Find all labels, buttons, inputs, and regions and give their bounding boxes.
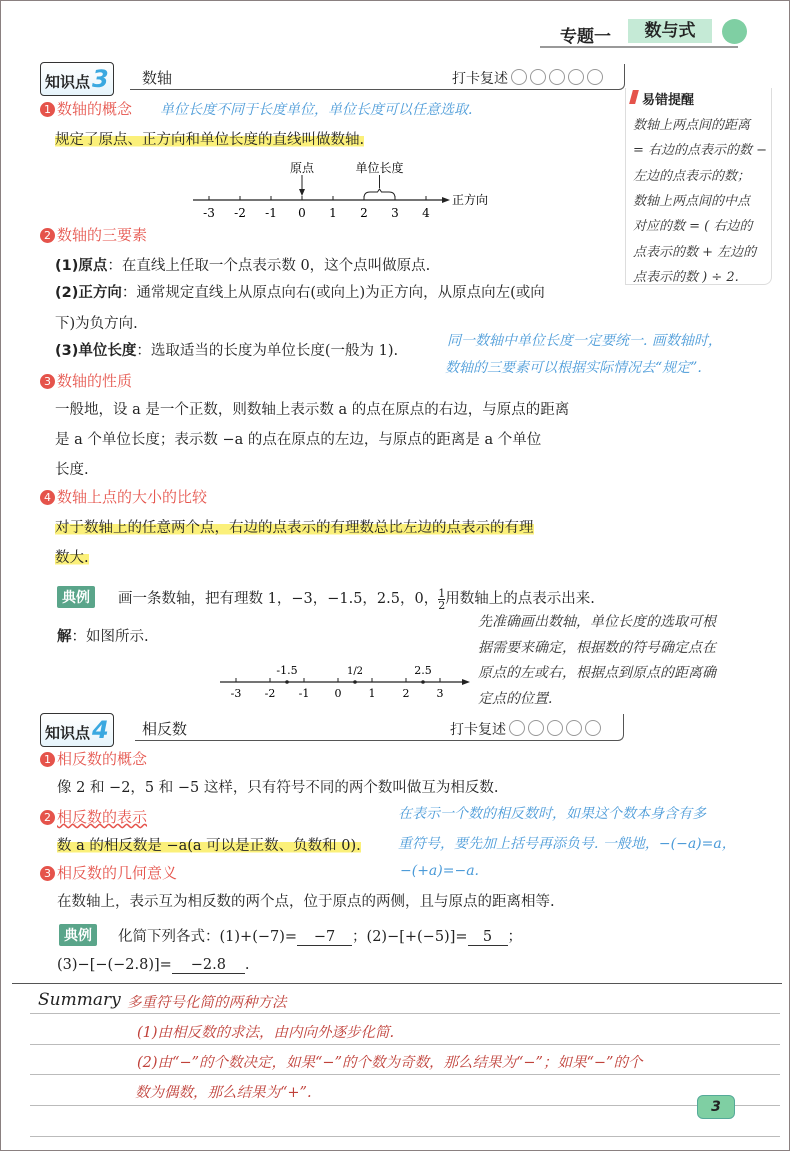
point-mark <box>353 680 357 684</box>
tip-line: 点表示的数 + 左边的 <box>633 244 757 260</box>
tick-label: 0 <box>298 206 306 220</box>
paragraph: 一般地，设 a 是一个正数，则数轴上表示数 a 的点在原点的右边，与原点的距离 <box>55 402 570 418</box>
header-rule <box>540 46 738 48</box>
point-mark <box>285 680 289 684</box>
tick-label: 3 <box>391 206 399 220</box>
tip-line: = 右边的点表示的数 − <box>633 143 768 159</box>
tip-line: 数轴上两点间的中点 <box>633 193 751 209</box>
highlighted-paragraph: 对于数轴上的任意两个点，右边的点表示的有理数总比左边的点表示的有理 <box>55 520 534 536</box>
handwritten-note: 同一数轴中单位长度一定要统一. 画数轴时， <box>447 333 722 349</box>
heading-2: 数轴的三要素 <box>57 226 148 244</box>
knowledge-point-badge: 知识点4 <box>40 713 114 747</box>
number-badge: 3 <box>40 866 55 881</box>
paragraph: 在数轴上，表示互为相反数的两个点，位于原点的两侧，且与原点的距离相等. <box>57 894 555 910</box>
element-origin: (1)原点：在直线上任取一个点表示数 0，这个点叫做原点. <box>55 258 431 274</box>
element-direction-cont: 下)为负方向. <box>55 316 138 332</box>
section-title: 相反数 <box>142 720 188 738</box>
number-badge: 1 <box>40 102 55 117</box>
tick-label: -3 <box>230 687 242 700</box>
review-checkin: 打卡复述 <box>452 68 603 88</box>
origin-arrow-head <box>299 189 305 196</box>
tick-label: -2 <box>234 206 246 220</box>
tick-label: 3 <box>436 687 444 700</box>
summary-line: (1)由相反数的求法，由内向外逐步化简. <box>137 1025 395 1041</box>
paragraph: 长度. <box>55 462 89 478</box>
tick-label: -3 <box>203 206 215 220</box>
handwritten-note: 单位长度不同于长度单位，单位长度可以任意选取. <box>160 102 473 118</box>
green-dot-icon <box>722 19 747 44</box>
point-mark <box>421 680 425 684</box>
topic-badge: 数与式 <box>628 19 712 43</box>
ruled-line <box>30 1074 780 1075</box>
example-badge: 典例 <box>59 924 97 946</box>
answer-blank[interactable]: −2.8 <box>172 957 245 974</box>
point-label: -1.5 <box>276 664 298 677</box>
heading-3: 相反数的几何意义 <box>57 864 178 882</box>
review-circles[interactable] <box>506 722 601 738</box>
handwritten-note: 在表示一个数的相反数时，如果这个数本身含有多 <box>398 806 706 822</box>
tip-line: 左边的点表示的数； <box>633 168 751 184</box>
heading-3: 数轴的性质 <box>57 372 133 390</box>
heading-2: 相反数的表示 <box>57 808 148 826</box>
solution-number-line <box>210 648 475 703</box>
page-number: 3 <box>697 1095 735 1119</box>
heading-1: 1 数轴的概念 <box>40 98 132 119</box>
tip-title: 易错提醒 <box>642 93 695 108</box>
unit-label: 单位长度 <box>355 161 404 175</box>
summary-line: (2)由“−”的个数决定，如果“−”的个数为奇数，那么结果为“−”；如果“−”的个 <box>137 1055 643 1071</box>
answer-blank[interactable]: −7 <box>297 929 352 946</box>
ruled-line <box>30 1105 780 1106</box>
handwritten-note: 先准确画出数轴，单位长度的选取可根 <box>478 614 716 630</box>
tick-label: 1 <box>368 687 376 700</box>
highlighted-paragraph: 数大. <box>55 550 89 566</box>
element-direction: (2)正方向：通常规定直线上从原点向右(或向上)为正方向，从原点向左(或向 <box>55 285 545 301</box>
example-question: (3)−[−(−2.8)]= −2.8 . <box>57 957 250 973</box>
ruled-line <box>30 1136 780 1137</box>
axis-arrow <box>462 679 470 685</box>
heading-1: 相反数的概念 <box>57 750 148 768</box>
heading-4: 数轴上点的大小的比较 <box>57 488 208 506</box>
example-question: 化简下列各式：(1)+(−7)= −7 ；(2)−[+(−5)]= 5 ； <box>118 929 523 945</box>
review-circles[interactable] <box>508 71 603 87</box>
number-line-diagram <box>180 155 530 225</box>
definition: 规定了原点、正方向和单位长度的直线叫做数轴. <box>55 132 365 148</box>
handwritten-note: 数轴的三要素可以根据实际情况去“规定”. <box>445 360 702 376</box>
answer-blank[interactable]: 5 <box>468 929 508 946</box>
tip-line: 对应的数 = ( 右边的 <box>633 219 753 235</box>
tick-label: 4 <box>422 206 430 220</box>
tip-line: 点表示的数 ) ÷ 2. <box>633 269 739 285</box>
handwritten-note: −(+a)=−a. <box>400 863 479 879</box>
summary-label: Summary <box>38 990 121 1010</box>
handwritten-note: 定点的位置. <box>478 691 553 707</box>
tick-label: -1 <box>298 687 310 700</box>
point-label: 1/2 <box>346 666 364 677</box>
tick-label: -1 <box>265 206 277 220</box>
paragraph: 是 a 个单位长度；表示数 −a 的点在原点的左边，与原点的距离是 a 个单位 <box>55 432 542 448</box>
number-badge: 2 <box>40 228 55 243</box>
review-checkin: 打卡复述 <box>450 719 601 739</box>
paragraph: 像 2 和 −2，5 和 −5 这样，只有符号不同的两个数叫做互为相反数. <box>57 780 499 796</box>
number-badge: 1 <box>40 752 55 767</box>
number-badge: 4 <box>40 490 55 505</box>
divider <box>12 983 782 984</box>
summary-title: 多重符号化简的两种方法 <box>127 995 287 1011</box>
tick-label: -2 <box>264 687 276 700</box>
highlighted-paragraph: 数 a 的相反数是 −a(a 可以是正数、负数和 0). <box>57 838 361 854</box>
example-question: 画一条数轴，把有理数 1，−3，−1.5，2.5，0，$\frac{1}{2}$用数轴上的点表示出来. <box>118 586 595 612</box>
handwritten-note: 原点的左或右，根据点到原点的距离确 <box>478 665 716 681</box>
handwritten-note: 据需要来确定，根据数的符号确定点在 <box>478 640 716 656</box>
axis-arrow <box>442 197 450 203</box>
tick-label: 2 <box>360 206 368 220</box>
number-badge: 3 <box>40 374 55 389</box>
tick-label: 0 <box>334 687 342 700</box>
tick-label: 2 <box>402 687 410 700</box>
ruled-line <box>30 1044 780 1045</box>
solution: 解：如图所示. <box>57 629 149 645</box>
handwritten-note: 重符号，要先加上括号再添负号. 一般地，−(−a)=a， <box>398 836 736 852</box>
summary-line: 数为偶数，那么结果为“+”. <box>135 1085 312 1101</box>
origin-label: 原点 <box>289 161 315 175</box>
knowledge-point-badge: 知识点3 <box>40 62 114 96</box>
ruled-line <box>30 1013 780 1014</box>
chapter-label: 专题一 <box>560 27 611 47</box>
point-label: 2.5 <box>414 664 432 677</box>
unit-brace <box>364 189 395 198</box>
tip-line: 数轴上两点间的距离 <box>633 118 751 133</box>
example-badge: 典例 <box>57 586 95 608</box>
section-title: 数轴 <box>142 69 173 87</box>
element-unit: (3)单位长度：选取适当的长度为单位长度(一般为 1). <box>55 343 399 359</box>
tick-label: 1 <box>329 206 337 220</box>
number-badge: 2 <box>40 810 55 825</box>
direction-label: 正方向 <box>452 193 489 207</box>
